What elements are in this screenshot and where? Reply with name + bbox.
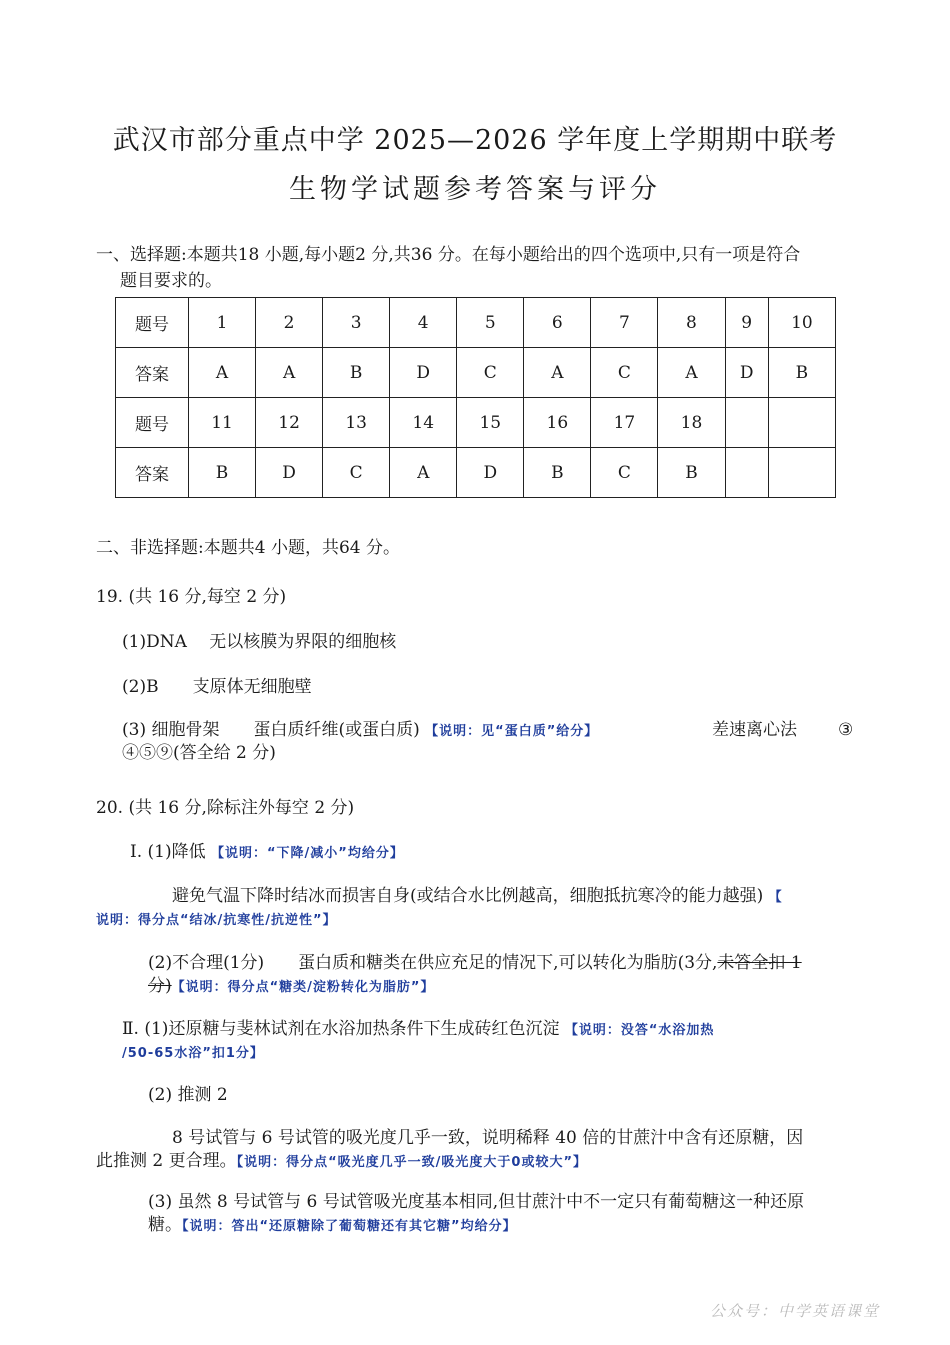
table-cell: 16 <box>524 398 591 448</box>
q20-i1b-text: 避免气温下降时结冰而损害自身(或结合水比例越高，细胞抵抗寒冷的能力越强) <box>172 886 764 906</box>
q19-part3-tail: 差速离心法 <box>712 720 797 740</box>
table-cell: 18 <box>658 398 725 448</box>
q20-ii2: (2) 推测 2 <box>148 1085 228 1105</box>
table-cell: B <box>658 448 725 498</box>
q20-ii3-note: 【说明：答出“还原糖除了葡萄糖还有其它糖”均给分】 <box>182 1219 517 1234</box>
table-cell: A <box>256 348 323 398</box>
table-row <box>116 298 836 348</box>
q20-ii1-text: Ⅱ. (1)还原糖与斐林试剂在水浴加热条件下生成砖红色沉淀 <box>122 1019 560 1039</box>
q20-ii2b-text: 此推测 2 更合理。 <box>96 1151 237 1171</box>
q20-i1 <box>130 840 404 866</box>
table-row <box>116 398 836 448</box>
q20-i1b-note: 说明：得分点“结冰/抗寒性/抗逆性”】 <box>96 913 337 928</box>
table-cell: 2 <box>256 298 323 348</box>
table-cell: 13 <box>323 398 390 448</box>
q19-part3-line2: ④⑤⑨(答全给 2 分) <box>122 743 276 763</box>
table-cell: 8 <box>658 298 725 348</box>
q20-i1b-line2 <box>96 907 337 933</box>
table-cell: 12 <box>256 398 323 448</box>
section1-intro-line2: 题目要求的。 <box>120 271 222 291</box>
table-cell: 11 <box>189 398 256 448</box>
section1-intro-line1: 一、选择题:本题共18 小题,每小题2 分,共36 分。在每小题给出的四个选项中,只有一项是符合 <box>96 245 801 265</box>
q20-i1-note: 【说明：“下降/减小”均给分】 <box>211 846 404 861</box>
row-label-number: 题号 <box>116 298 189 348</box>
page-subtitle: 生物学试题参考答案与评分 <box>289 174 661 205</box>
q20-header: 20. (共 16 分,除标注外每空 2 分) <box>96 798 355 818</box>
q20-i1-text: Ⅰ. (1)降低 <box>130 842 206 862</box>
table-cell: D <box>390 348 457 398</box>
q20-i2-strike: 未答全扣 1 <box>717 953 802 973</box>
table-cell: 9 <box>725 298 768 348</box>
q20-ii2b-line2 <box>96 1149 587 1175</box>
table-cell: 6 <box>524 298 591 348</box>
answer-table <box>115 297 836 498</box>
q20-i2 <box>148 951 802 975</box>
table-cell: A <box>658 348 725 398</box>
table-cell: 5 <box>457 298 524 348</box>
table-cell: D <box>256 448 323 498</box>
table-cell: 7 <box>591 298 658 348</box>
table-cell: A <box>524 348 591 398</box>
table-cell: 17 <box>591 398 658 448</box>
table-cell: 14 <box>390 398 457 448</box>
table-cell: 15 <box>457 398 524 448</box>
table-cell: C <box>457 348 524 398</box>
q20-i2-line2 <box>148 974 434 1000</box>
table-cell: C <box>591 448 658 498</box>
table-cell: 4 <box>390 298 457 348</box>
table-cell: 10 <box>768 298 835 348</box>
table-cell: B <box>768 348 835 398</box>
q20-i2-line2-strike: 分) <box>148 976 172 996</box>
section2-intro: 二、非选择题:本题共4 小题，共64 分。 <box>96 538 400 558</box>
q20-ii2b-line1: 8 号试管与 6 号试管的吸光度几乎一致，说明稀释 40 倍的甘蔗汁中含有还原糖，因 <box>172 1128 804 1148</box>
q20-ii1-note: 【说明：没答“水浴加热 <box>564 1023 715 1038</box>
q19-part3-text: (3) 细胞骨架 蛋白质纤维(或蛋白质) <box>122 720 420 740</box>
table-cell <box>768 398 835 448</box>
q19-part3-note: 【说明：见“蛋白质”给分】 <box>425 724 599 739</box>
table-cell: B <box>323 348 390 398</box>
q20-i1b-bracket: 【 <box>768 890 783 905</box>
q20-i2-note: 【说明：得分点“糖类/淀粉转化为脂肪”】 <box>171 980 435 995</box>
table-cell: C <box>591 348 658 398</box>
table-cell: C <box>323 448 390 498</box>
q20-ii3-text: 糖。 <box>148 1215 182 1235</box>
table-row <box>116 348 836 398</box>
row-label-number: 题号 <box>116 398 189 448</box>
watermark: 公众号：中学英语课堂 <box>709 1302 880 1320</box>
q20-ii3-line2 <box>148 1213 517 1239</box>
page-title: 武汉市部分重点中学 2025—2026 学年度上学期期中联考 <box>112 125 838 156</box>
table-cell: D <box>725 348 768 398</box>
q20-ii3-line1: (3) 虽然 8 号试管与 6 号试管吸光度基本相同,但甘蔗汁中不一定只有葡萄糖这一种还原 <box>148 1192 805 1212</box>
table-cell: B <box>524 448 591 498</box>
table-row <box>116 448 836 498</box>
q19-part3-circled: ③ <box>838 720 854 740</box>
table-cell: A <box>189 348 256 398</box>
table-cell <box>768 448 835 498</box>
table-cell <box>725 448 768 498</box>
q20-ii1-line2 <box>122 1040 264 1066</box>
q19-part1: (1)DNA 无以核膜为界限的细胞核 <box>122 632 397 652</box>
q19-part2: (2)B 支原体无细胞壁 <box>122 677 312 697</box>
table-cell: 1 <box>189 298 256 348</box>
q19-header: 19. (共 16 分,每空 2 分) <box>96 587 287 607</box>
table-cell: B <box>189 448 256 498</box>
table-cell: D <box>457 448 524 498</box>
q20-i2-text: (2)不合理(1分) 蛋白质和糖类在供应充足的情况下,可以转化为脂肪(3分, <box>148 953 718 973</box>
table-cell <box>725 398 768 448</box>
table-cell: A <box>390 448 457 498</box>
row-label-answer: 答案 <box>116 448 189 498</box>
row-label-answer: 答案 <box>116 348 189 398</box>
table-cell: 3 <box>323 298 390 348</box>
q20-ii2b-note: 【说明：得分点“吸光度几乎一致/吸光度大于0或较大”】 <box>236 1155 588 1170</box>
q20-ii1-note2: /50-65水浴”扣1分】 <box>122 1046 264 1061</box>
